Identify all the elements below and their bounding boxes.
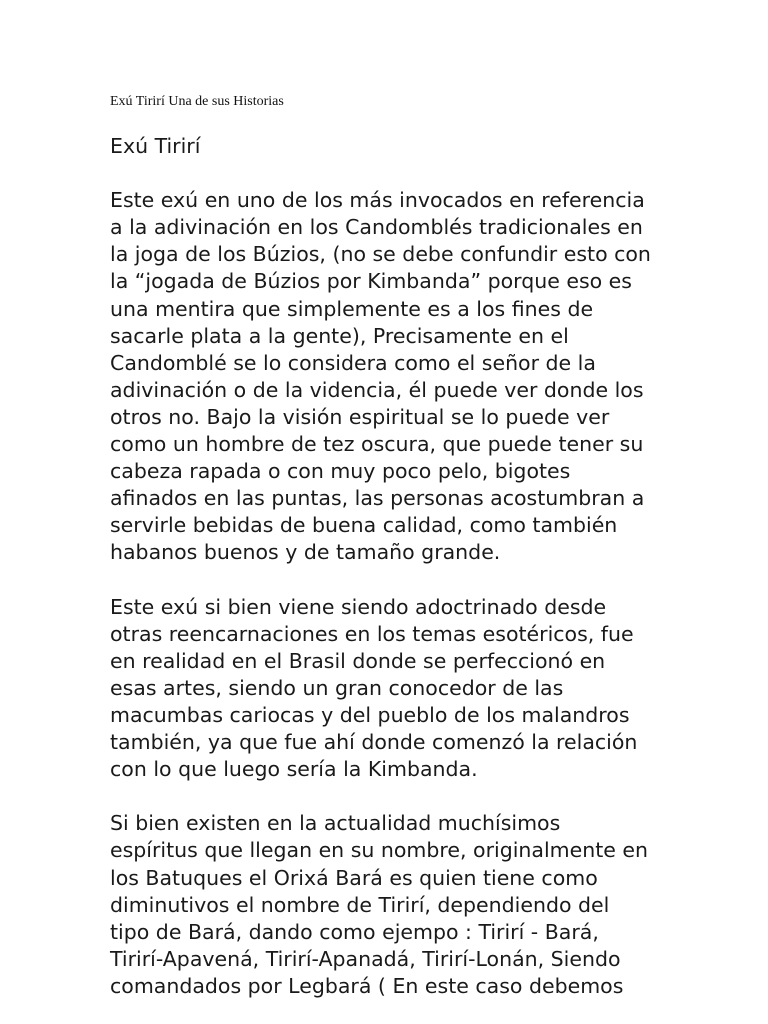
text-line: afinados en las puntas, las personas acostumbran a (110, 486, 645, 511)
document-body (110, 133, 760, 1000)
text-line: Este exú si bien viene siendo adoctrinado desde (110, 594, 607, 619)
paragraph-gap (110, 567, 760, 594)
document-title: Exú Tirirí (110, 134, 201, 158)
document-header: Exú Tirirí Una de sus Historias (110, 94, 284, 109)
text-line: con lo que luego sería la Kimbanda. (110, 757, 478, 782)
text-line: otros no. Bajo la visión espiritual se lo puede ver (110, 404, 610, 429)
text-line: también, ya que fue ahí donde comenzó la relación (110, 730, 638, 755)
text-line: en realidad en el Brasil donde se perfeccionó en (110, 648, 606, 673)
text-line: la joga de los Búzios, (no se debe confundir esto con (110, 242, 651, 267)
paragraph-gap (110, 783, 760, 810)
text-line: Si bien existen en la actualidad muchísimos (110, 811, 561, 836)
text-line: sacarle plata a la gente), Precisamente en el (110, 323, 569, 348)
text-line: los Batuques el Orixá Bará es quien tiene como (110, 865, 598, 890)
text-line: una mentira que simplemente es a los fines de (110, 296, 594, 321)
text-line: cabeza rapada o con muy poco pelo, bigotes (110, 459, 571, 484)
text-line: adivinación o de la videncia, él puede ver donde los (110, 377, 644, 402)
text-line: Este exú en uno de los más invocados en referencia (110, 188, 645, 213)
paragraph-1 (110, 187, 760, 566)
text-line: Tirirí-Apavená, Tirirí-Apanadá, Tirirí-Lonán, Siendo (110, 946, 621, 971)
text-line: comandados por Legbará ( En este caso debemos (110, 973, 624, 998)
text-line: tipo de Bará, dando como ejempo : Tirirí - Bará, (110, 919, 599, 944)
text-line: otras reencarnaciones en los temas esotéricos, fue (110, 621, 634, 646)
text-line: macumbas cariocas y del pueblo de los malandros (110, 702, 630, 727)
text-line: habanos buenos y de tamaño grande. (110, 540, 501, 565)
text-line: esas artes, siendo un gran conocedor de las (110, 675, 564, 700)
text-line: espíritus que llegan en su nombre, originalmente en (110, 838, 648, 863)
text-line: la “jogada de Búzios por Kimbanda” porque eso es (110, 269, 632, 294)
text-line: a la adivinación en los Candomblés tradicionales en (110, 215, 643, 240)
text-line: como un hombre de tez oscura, que puede tener su (110, 432, 644, 457)
text-line: Candomblé se lo considera como el señor de la (110, 350, 596, 375)
paragraph-2 (110, 594, 760, 784)
paragraph-gap (110, 160, 760, 187)
paragraph-3 (110, 810, 760, 1000)
text-line: diminutivos el nombre de Tirirí, dependiendo del (110, 892, 610, 917)
text-line: servirle bebidas de buena calidad, como también (110, 513, 618, 538)
